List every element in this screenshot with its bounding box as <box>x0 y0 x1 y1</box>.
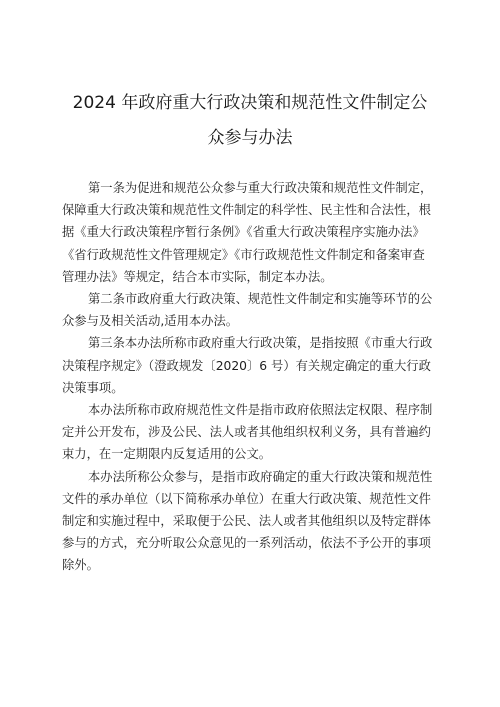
paragraph-line: 第三条本办法所称市政府重大行政决策，是指按照《市重大行政 <box>88 336 433 351</box>
paragraph-line: 众参与及相关活动,适用本办法。 <box>62 314 239 329</box>
paragraph-line: 保障重大行政决策和规范性文件制定的科学性、民主性和合法性，根 <box>62 203 431 218</box>
paragraph-line: 束力，在一定期限内反复适用的公文。 <box>62 447 272 462</box>
paragraph-normative-documents <box>62 399 448 466</box>
paragraph-line: 制定和实施过程中，采取便于公民、法人或者其他组织以及特定群体 <box>62 514 431 529</box>
paragraph-line: 据《重大行政决策程序暂行条例》《省重大行政决策程序实施办法》 <box>62 225 425 240</box>
paragraph-line: 文件的承办单位（以下简称承办单位）在重大行政决策、规范性文件 <box>62 491 431 506</box>
paragraph-article-2 <box>62 288 448 332</box>
paragraph-line: 第二条市政府重大行政决策、规范性文件制定和实施等环节的公 <box>88 292 433 307</box>
paragraph-line: 决策程序规定》（澄政规发〔2020〕6 号）有关规定确定的重大行政 <box>62 358 431 373</box>
paragraph-line: 《省行政规范性文件管理规定》《市行政规范性文件制定和备案审查 <box>62 247 425 262</box>
document-title-line-1: 2024 年政府重大行政决策和规范性文件制定公 <box>72 93 428 113</box>
paragraph-line: 管理办法》等规定，结合本市实际，制定本办法。 <box>62 269 333 284</box>
document-body <box>62 177 448 577</box>
paragraph-public-participation <box>62 466 448 577</box>
paragraph-article-3 <box>62 332 448 399</box>
paragraph-line: 本办法所称市政府规范性文件是指市政府依照法定权限、程序制 <box>88 403 433 418</box>
paragraph-line: 定并公开发布，涉及公民、法人或者其他组织权利义务，具有普遍约 <box>62 425 431 440</box>
paragraph-line: 参与的方式，充分听取公众意见的一系列活动，依法不予公开的事项 <box>62 536 431 551</box>
paragraph-line: 决策事项。 <box>62 380 124 395</box>
paragraph-line: 第一条为促进和规范公众参与重大行政决策和规范性文件制定， <box>88 181 433 195</box>
document-title-line-2: 众参与办法 <box>207 128 293 148</box>
paragraph-line: 本办法所称公众参与，是指市政府确定的重大行政决策和规范性 <box>88 469 433 484</box>
paragraph-article-1 <box>62 177 448 288</box>
paragraph-line: 除外。 <box>62 558 99 573</box>
